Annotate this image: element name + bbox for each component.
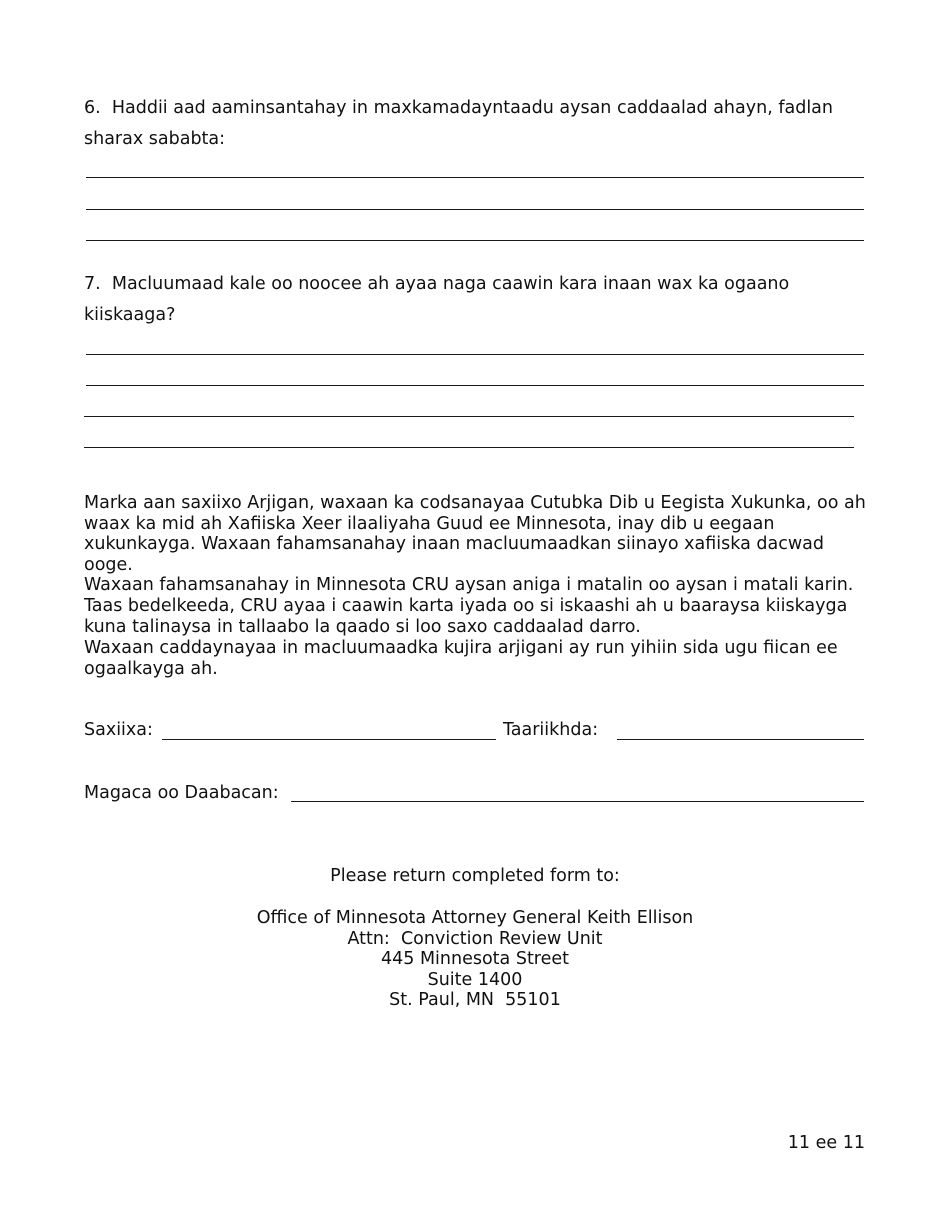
question-7-line-1: [84, 269, 874, 300]
answer-7-line-4[interactable]: [84, 447, 854, 448]
question-6: [84, 93, 874, 155]
page-number: 11 ee 11: [787, 1133, 865, 1153]
certify-line: Waxaan caddaynayaa in macluumaadka kujira arjigani ay run yihiin sida ugu fiican ee: [84, 638, 838, 658]
question-6-text: Haddii aad aaminsantahay in maxkamadayntaadu aysan caddaalad ahayn, fadlan: [111, 98, 833, 118]
consent-line: Waxaan fahamsanahay in Minnesota CRU aysan aniga i matalin oo aysan i matali karin.: [84, 575, 854, 596]
answer-7-line-2[interactable]: [86, 385, 864, 386]
answer-7-line-1[interactable]: [86, 354, 864, 355]
answer-6-line-3[interactable]: [86, 240, 864, 241]
consent-line: Taas bedelkeeda, CRU ayaa i caawin karta iyada oo si iskaashi ah u baaraysa kiiskayga: [84, 595, 848, 616]
consent-line: kuna talinaysa in tallaabo la qaado si loo saxo caddaalad darro.: [84, 616, 641, 637]
signature-field[interactable]: [162, 739, 496, 740]
address-attn: Attn: Conviction Review Unit: [347, 928, 603, 949]
question-6-line-2: sharax sababta:: [84, 129, 226, 149]
address-office: Office of Minnesota Attorney General Keith Ellison: [256, 908, 694, 928]
question-7-number: 7.: [84, 274, 101, 294]
question-6-number: 6.: [84, 98, 101, 118]
consent-paragraph-2: [84, 638, 874, 679]
address-city: St. Paul, MN 55101: [389, 990, 561, 1011]
answer-6-line-2[interactable]: [86, 209, 864, 210]
address-suite: Suite 1400: [427, 969, 523, 990]
consent-line: xukunkayga. Waxaan fahamsanahay inaan macluumaadkan siinayo xafiiska dacwad ooge.: [84, 534, 824, 575]
consent-line: waax ka mid ah Xafiiska Xeer ilaaliyaha Guud ee Minnesota, inay dib u eegaan: [84, 513, 775, 534]
printed-name-field[interactable]: [291, 801, 864, 802]
date-label: Taariikhda:: [503, 720, 599, 740]
answer-6-line-1[interactable]: [86, 177, 864, 178]
date-field[interactable]: [617, 739, 864, 740]
question-7-line-2: kiiskaaga?: [84, 305, 176, 325]
printed-name-label: Magaca oo Daabacan:: [84, 783, 279, 803]
certify-line: ogaalkayga ah.: [84, 658, 218, 679]
return-address: [0, 908, 950, 1011]
consent-paragraph-1: [84, 493, 874, 637]
address-street: 445 Minnesota Street: [380, 949, 570, 970]
answer-7-line-3[interactable]: [84, 416, 854, 417]
question-7-text: Macluumaad kale oo noocee ah ayaa naga caawin kara inaan wax ka ogaano: [111, 274, 790, 294]
signature-label: Saxiixa:: [84, 720, 153, 740]
consent-line: Marka aan saxiixo Arjigan, waxaan ka codsanayaa Cutubka Dib u Eegista Xukunka, oo ah: [84, 493, 866, 513]
return-heading: Please return completed form to:: [330, 866, 620, 886]
question-6-line-1: [84, 93, 874, 124]
question-7: [84, 269, 874, 331]
